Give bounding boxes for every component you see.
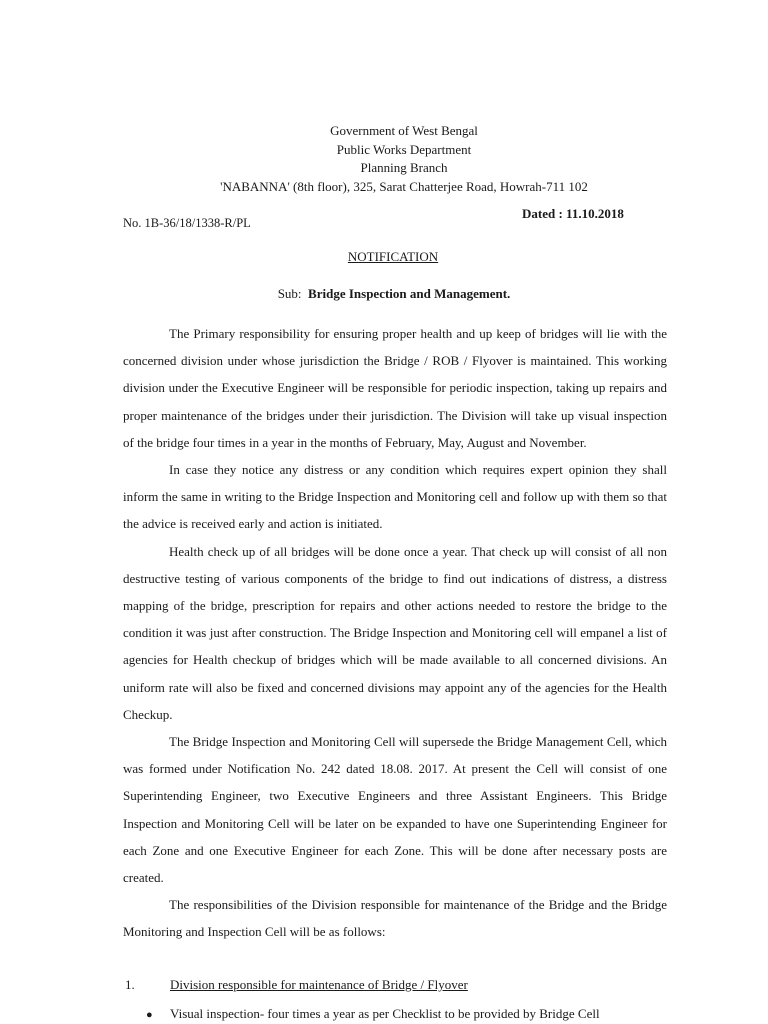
bullet-icon: ● [146, 1009, 153, 1021]
bullet-text: Visual inspection- four times a year as per Checklist to be provided by Bridge Cell [170, 1006, 600, 1021]
letterhead-address: 'NABANNA' (8th floor), 325, Sarat Chatterjee Road, Howrah-711 102 [220, 178, 588, 194]
letterhead [20, 122, 768, 196]
bullet-item [146, 1006, 600, 1022]
list-item-number: 1. [125, 977, 135, 992]
letterhead-government: Government of West Bengal [330, 123, 478, 138]
subject-line [10, 286, 768, 302]
paragraph-1: The Primary responsibility for ensuring proper health and up keep of bridges will lie with the concerned division under whose jurisdiction the Bridge / ROB / Flyover is maintained. This working division under the Executive Engineer will be responsible for periodic inspection, taking up repairs and proper maintenance of the bridges under their jurisdiction. The Division will take up visual inspection of the bridge four times in a year in the months of February, May, August and November. [123, 326, 667, 450]
list-item-1 [125, 977, 468, 993]
dated-line: Dated : 11.10.2018 [522, 206, 624, 221]
reference-number: No. 1B-36/18/1338-R/PL [123, 216, 251, 230]
subject-prefix: Sub: [277, 286, 302, 301]
paragraph-2: In case they notice any distress or any condition which requires expert opinion they shall inform the same in writing to the Bridge Inspection and Monitoring cell and follow up with them so that the advice is received early and action is initiated. [123, 462, 667, 532]
list-item-heading: Division responsible for maintenance of Bridge / Flyover [170, 977, 468, 992]
paragraph-3: Health check up of all bridges will be done once a year. That check up will consist of all non destructive testing of various components of the bridge to find out indications of distress, a distress mapping of the bridge, prescription for repairs and other actions needed to restore the bridge to the condition it was just after construction. The Bridge Inspection and Monitoring cell will empanel a list of agencies for Health checkup of bridges which will be made available to all concerned divisions. An uniform rate will also be fixed and concerned divisions may appoint any of the agencies for the Health Checkup. [123, 543, 667, 722]
notification-body [123, 320, 667, 946]
paragraph-5: The responsibilities of the Division responsible for maintenance of the Bridge and the Bridge Monitoring and Inspection Cell will be as follows: [123, 897, 667, 940]
notification-title: NOTIFICATION [347, 249, 439, 264]
subject-text: Bridge Inspection and Management. [308, 286, 511, 301]
letterhead-department: Public Works Department [336, 141, 472, 157]
paragraph-4: The Bridge Inspection and Monitoring Cell will supersede the Bridge Management Cell, which was formed under Notification No. 242 dated 18.08. 2017. At present the Cell will consist of one Superintending Engineer, two Executive Engineers and three Assistant Engineers. This Bridge Inspection and Monitoring Cell will be later on be expanded to have one Superintending Engineer for each Zone and one Executive Engineer for each Zone. This will be done after necessary posts are created. [123, 734, 667, 886]
letterhead-branch: Planning Branch [360, 160, 448, 175]
